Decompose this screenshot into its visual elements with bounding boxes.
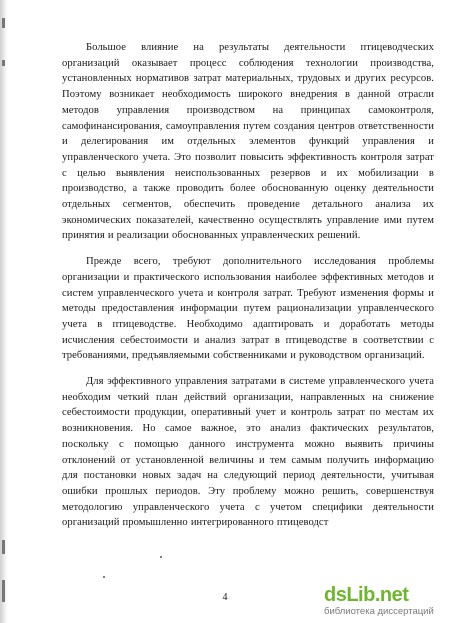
scan-binding-edge: [0, 0, 8, 623]
paragraph-1: Большое влияние на результаты деятельности птицеводческих организаций оказывает процесс соблюдения технологии производства, установленных нормативов затрат материальных, трудовых и других ресурсов. Поэтому возникает необходимость широкого внедрения в данной отрасли методов управления производством на принципах самоконтроля, самофинансирования, самоуправления путем создания центров ответственности и делегирования им отдельных элементов функций управления и управленческого учета. Это позволит повысить эффективность контроля затрат с целью выявления неиспользованных резервов и их мобилизации в производство, а также проводить более обоснованную оценку деятельности отдельных сегментов, обеспечить проведение детального анализа их экономических показателей, качественно осуществлять управление ими путем принятия и реализации обоснованных управленческих решений.: [62, 42, 434, 242]
scan-speck: [160, 556, 162, 558]
watermark-caption: библиотека диссертаций: [324, 606, 434, 618]
dslib-watermark: [324, 583, 446, 619]
scan-edge-mark: [2, 540, 5, 554]
paragraph-3: Для эффективного управления затратами в системе управленческого учета необходим четкий план действий организации, направленных на снижение себестоимости продукции, оперативный учет и контроль затрат по местам их возникновения. Но самое важное, это анализ фактических результатов, поскольку с помощью данного инструмента можно выявить причины отклонений от установленной величины и тем самым получить информацию для постановки новых задач на следующий период деятельности, учитывая ошибки прошлых периодов. Эту проблему можно решить, совершенствуя методологию управленческого учета с учетом специфики деятельности организаций промышленно интегрированного птицеводст: [62, 376, 434, 529]
paragraph-2: Прежде всего, требуют дополнительного исследования проблемы организации и практического использования наиболее эффективных методов и систем управленческого учета и контроля затрат. Требуют изменения формы и методы предоставления информации путем рационализации управленческого учета в птицеводстве. Необходимо адаптировать и доработать методы исчисления себестоимости и анализ затрат в птицеводстве в соответствии с требованиями, предъявляемыми собственниками и руководством организаций.: [62, 256, 434, 362]
scan-edge-mark: [2, 60, 5, 66]
page-number: 4: [222, 592, 228, 603]
scan-speck: [103, 576, 105, 578]
watermark-logo: dsLib.net: [324, 584, 409, 607]
scan-edge-mark: [2, 18, 5, 28]
body-text: [62, 40, 434, 531]
